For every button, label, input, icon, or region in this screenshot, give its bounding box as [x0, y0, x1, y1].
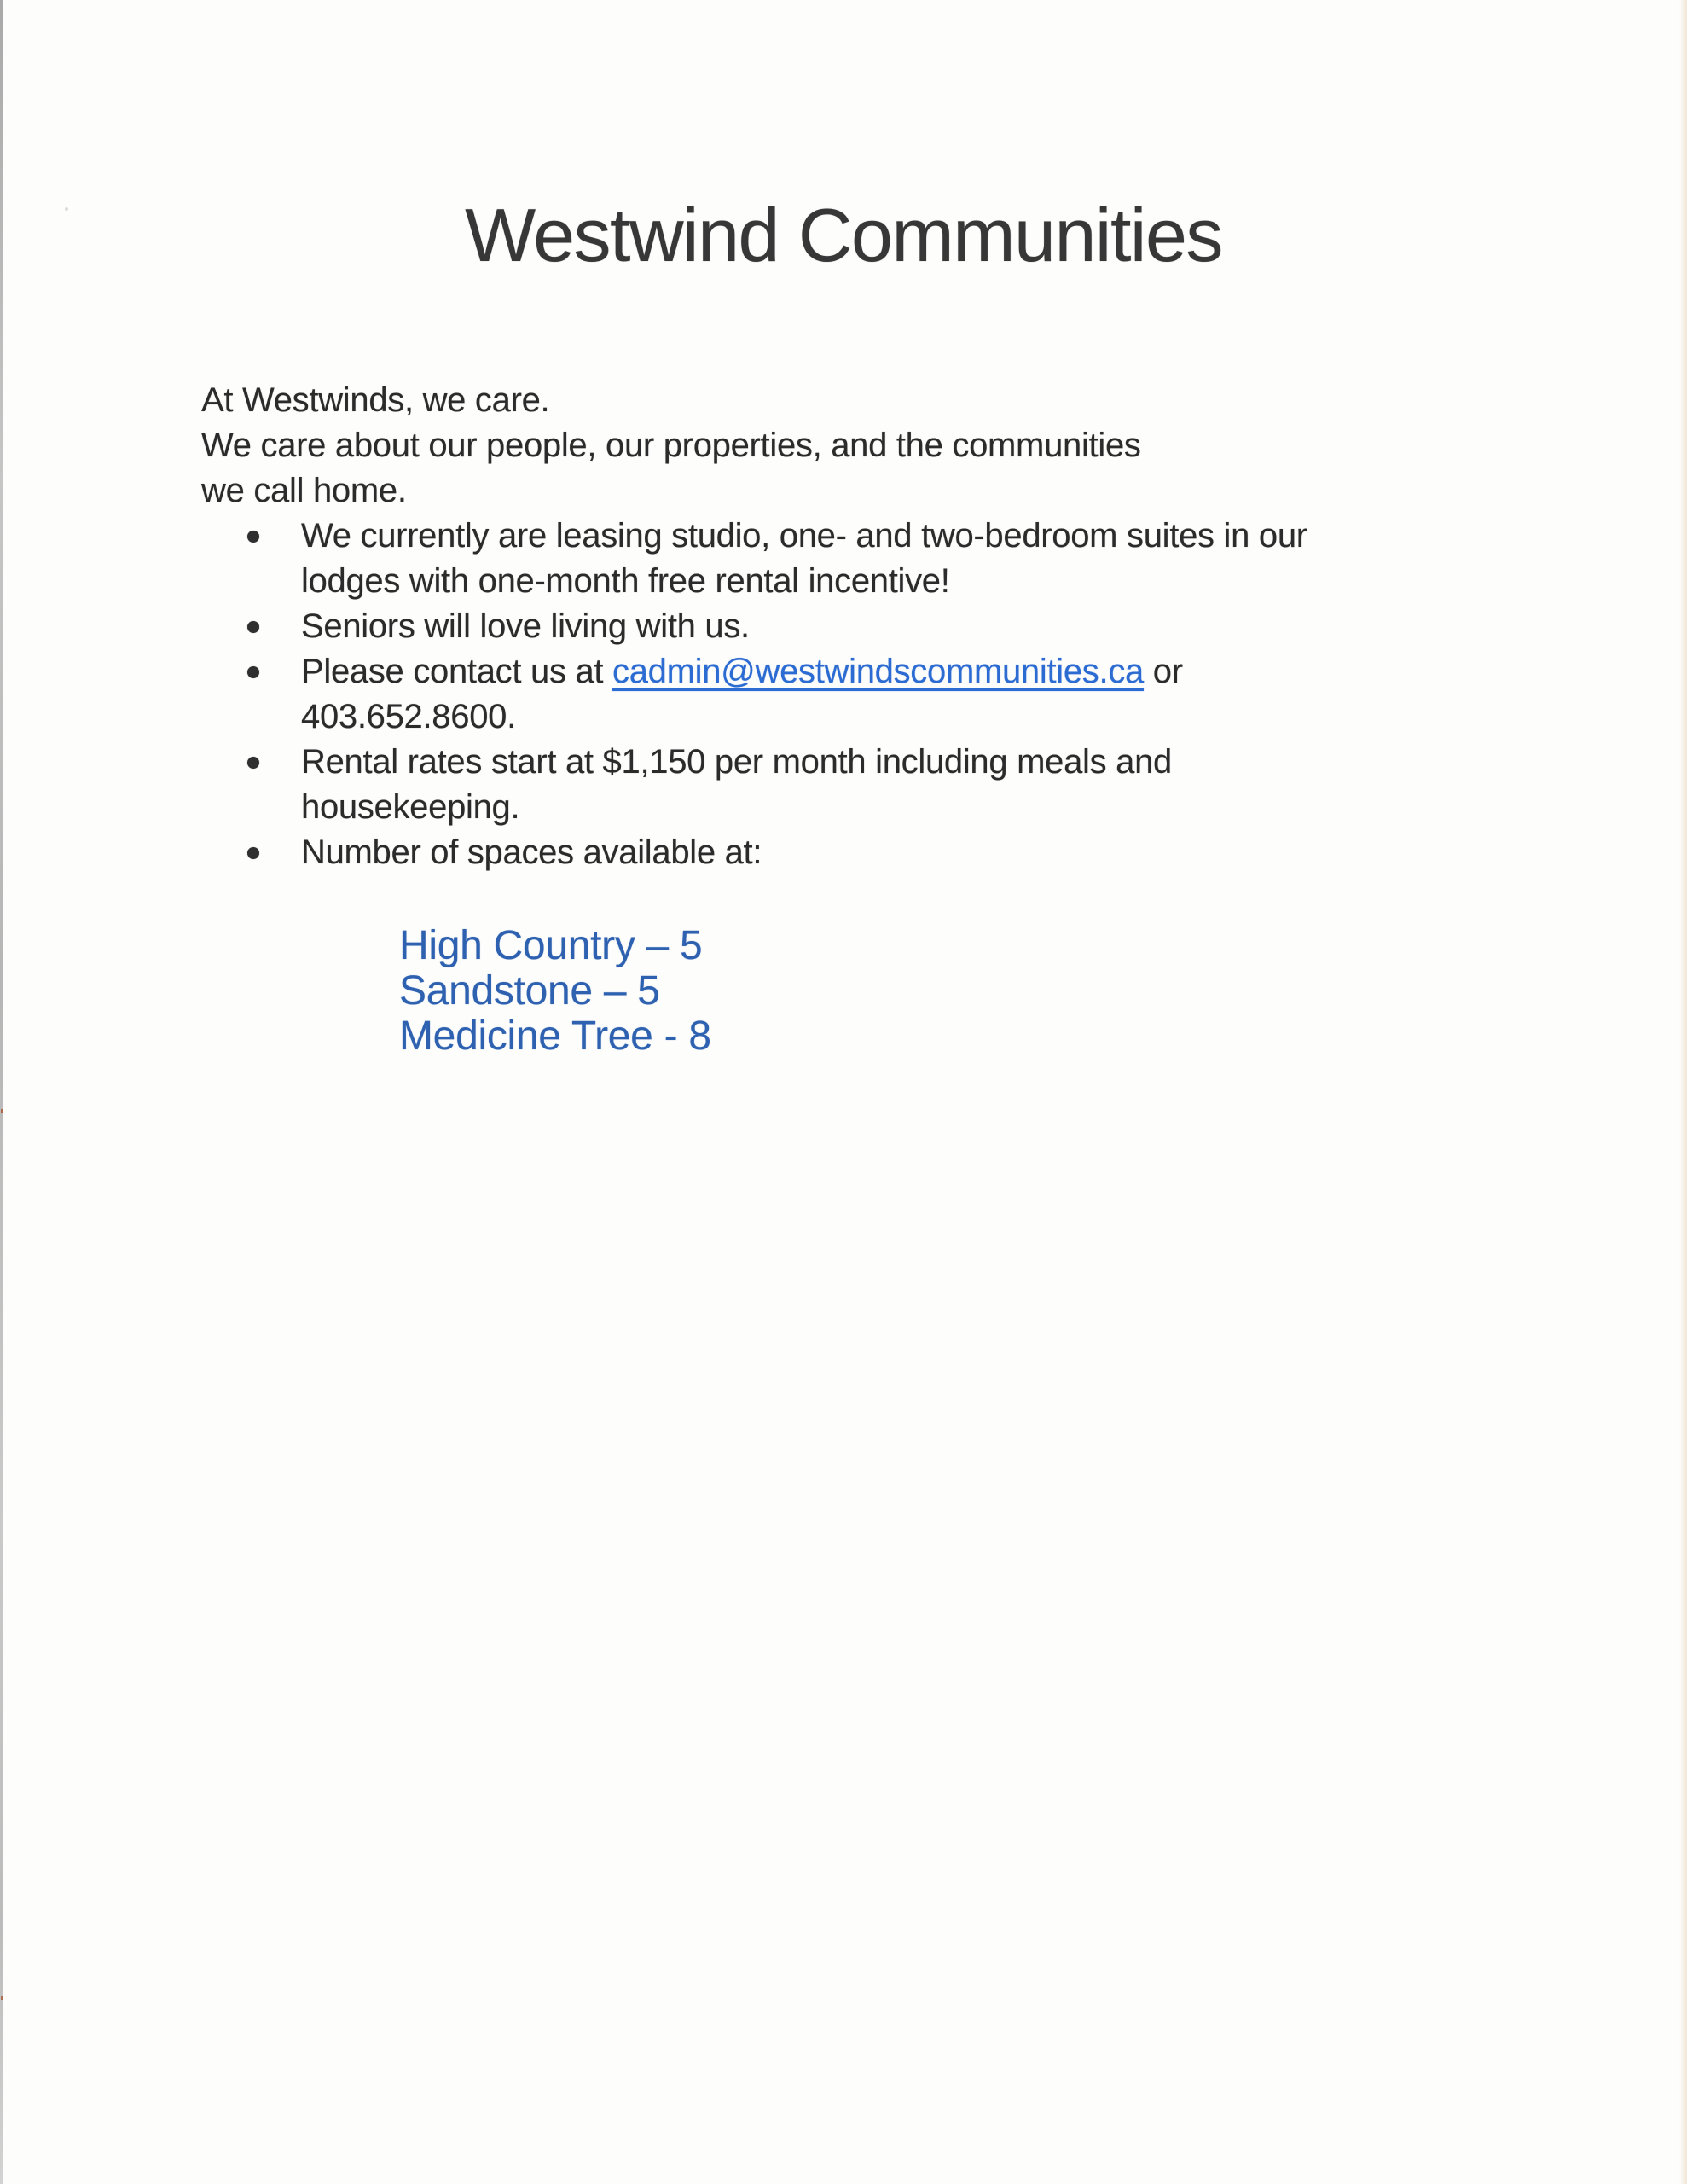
bullet-item-seniors — [201, 604, 1533, 649]
bullet-dot — [247, 666, 259, 678]
scan-artifact-left-edge — [0, 0, 3, 2184]
intro-line: We care about our people, our properties, and the communities — [201, 427, 1141, 464]
intro-line: At Westwinds, we care. — [201, 381, 550, 419]
contact-prefix: Please contact us at — [301, 653, 613, 690]
bullet-item-rates — [201, 740, 1533, 830]
bullet-line: lodges with one-month free rental incentive! — [301, 562, 950, 600]
phone-number: 403.652.8600. — [301, 698, 516, 735]
scan-artifact-right-edge — [1679, 0, 1687, 2184]
bullet-line: housekeeping. — [301, 788, 520, 826]
bullet-dot — [247, 757, 259, 769]
bullet-line: Rental rates start at $1,150 per month including meals and — [301, 743, 1172, 781]
availability-item-medicine-tree: Medicine Tree - 8 — [399, 1014, 711, 1059]
bullet-list — [201, 514, 1533, 875]
scan-artifact-speck — [1, 1996, 3, 2000]
intro-line: we call home. — [201, 472, 407, 509]
contact-line — [301, 649, 1183, 694]
bullet-dot — [247, 621, 259, 633]
document-body — [201, 378, 1533, 1059]
email-link[interactable]: cadmin@westwindscommunities.ca — [612, 653, 1144, 690]
scan-artifact-speck — [1, 1109, 3, 1113]
availability-item-sandstone: Sandstone – 5 — [399, 968, 660, 1014]
bullet-line: Number of spaces available at: — [301, 834, 762, 871]
bullet-item-leasing — [201, 514, 1533, 604]
bullet-line: Seniors will love living with us. — [301, 607, 750, 645]
bullet-dot — [247, 531, 259, 543]
bullet-item-contact — [201, 649, 1533, 740]
page-title: Westwind Communities — [465, 193, 1222, 277]
bullet-dot — [247, 847, 259, 859]
availability-list — [399, 923, 1533, 1059]
availability-item-high-country: High Country – 5 — [399, 923, 703, 968]
scan-artifact-speck — [65, 207, 68, 211]
bullet-item-spaces — [201, 830, 1533, 875]
intro-paragraph — [201, 378, 1533, 514]
bullet-line: We currently are leasing studio, one- and two-bedroom suites in our — [301, 517, 1307, 555]
contact-suffix: or — [1143, 653, 1183, 690]
